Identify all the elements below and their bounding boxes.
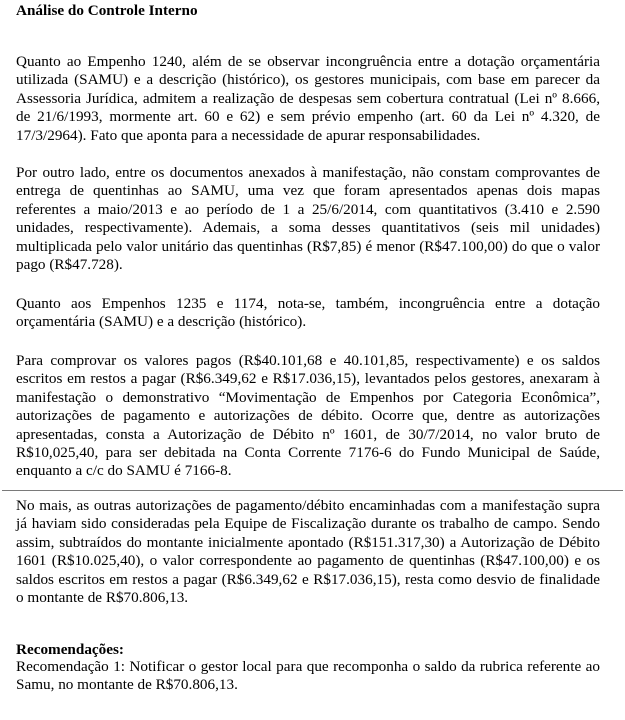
paragraph-valores-pagos: Para comprovar os valores pagos (R$40.101,68 e 40.101,85, respectivamente) e os saldos escritos em restos a pagar (R$6.349,62 e R$17.036,15), levantados pelos gestores, anexaram à manifestação o demonstrativo “Movimentação de Empenhos por Categoria Econômica”, autorizações de pagamento e autorizações de débito. Ocorre que, dentre as autorizações apresentadas, consta a Autorização de Débito nº 1601, de 30/7/2014, no valor bruto de R$10,025,40, para ser debitada na Conta Corrente 7176-6 do Fundo Municipal de Saúde, enquanto a c/c do SAMU é 7166-8. <box>16 352 600 480</box>
section-divider <box>2 490 623 491</box>
paragraph-empenho-1240: Quanto ao Empenho 1240, além de se observar incongruência entre a dotação orçamentária utilizada (SAMU) e a descrição (histórico), os gestores municipais, com base em parecer da Assessoria Jurídica, admitem a realização de despesas sem cobertura contratual (Lei nº 8.666, de 21/6/1993, mormente art. 60 e 62) e sem prévio empenho (art. 60 da Lei nº 4.320, de 17/3/2964). Fato que aponta para a necessidade de apurar responsabilidades. <box>16 53 600 144</box>
paragraph-quentinhas: Por outro lado, entre os documentos anexados à manifestação, não constam comprovantes de entrega de quentinhas ao SAMU, uma vez que foram apresentados apenas dois mapas referentes a maio/2013 e ao período de 1 a 25/6/2014, com quantitativos (3.410 e 2.590 unidades, respectivamente). Ademais, a soma desses quantitativos (seis mil unidades) multiplicada pelo valor unitário das quentinhas (R$7,85) é menor (R$47.100,00) do que o valor pago (R$47.728). <box>16 164 600 274</box>
paragraph-empenhos-1235-1174: Quanto aos Empenhos 1235 e 1174, nota-se, também, incongruência entre a dotação orçamentária (SAMU) e a descrição (histórico). <box>16 295 600 331</box>
paragraph-desvio-finalidade: No mais, as outras autorizações de pagamento/débito encaminhadas com a manifestação supra já haviam sido consideradas pela Equipe de Fiscalização durante os trabalho de campo. Sendo assim, subtraídos do montante inicialmente apontado (R$151.317,30) a Autorização de Débito 1601 (R$10.025,40), o valor correspondente ao pagamento de quentinhas (R$47.100,00) e os saldos escritos em restos a pagar (R$6.349,62 e R$17.036,15), resta como desvio de finalidade o montante de R$70.806,13. <box>16 497 600 607</box>
section-heading: Análise do Controle Interno <box>16 2 198 19</box>
recommendation-item: Recomendação 1: Notificar o gestor local para que recomponha o saldo da rubrica referente ao Samu, no montante de R$70.806,13. <box>16 658 600 694</box>
recommendations-title: Recomendações: <box>16 641 124 658</box>
